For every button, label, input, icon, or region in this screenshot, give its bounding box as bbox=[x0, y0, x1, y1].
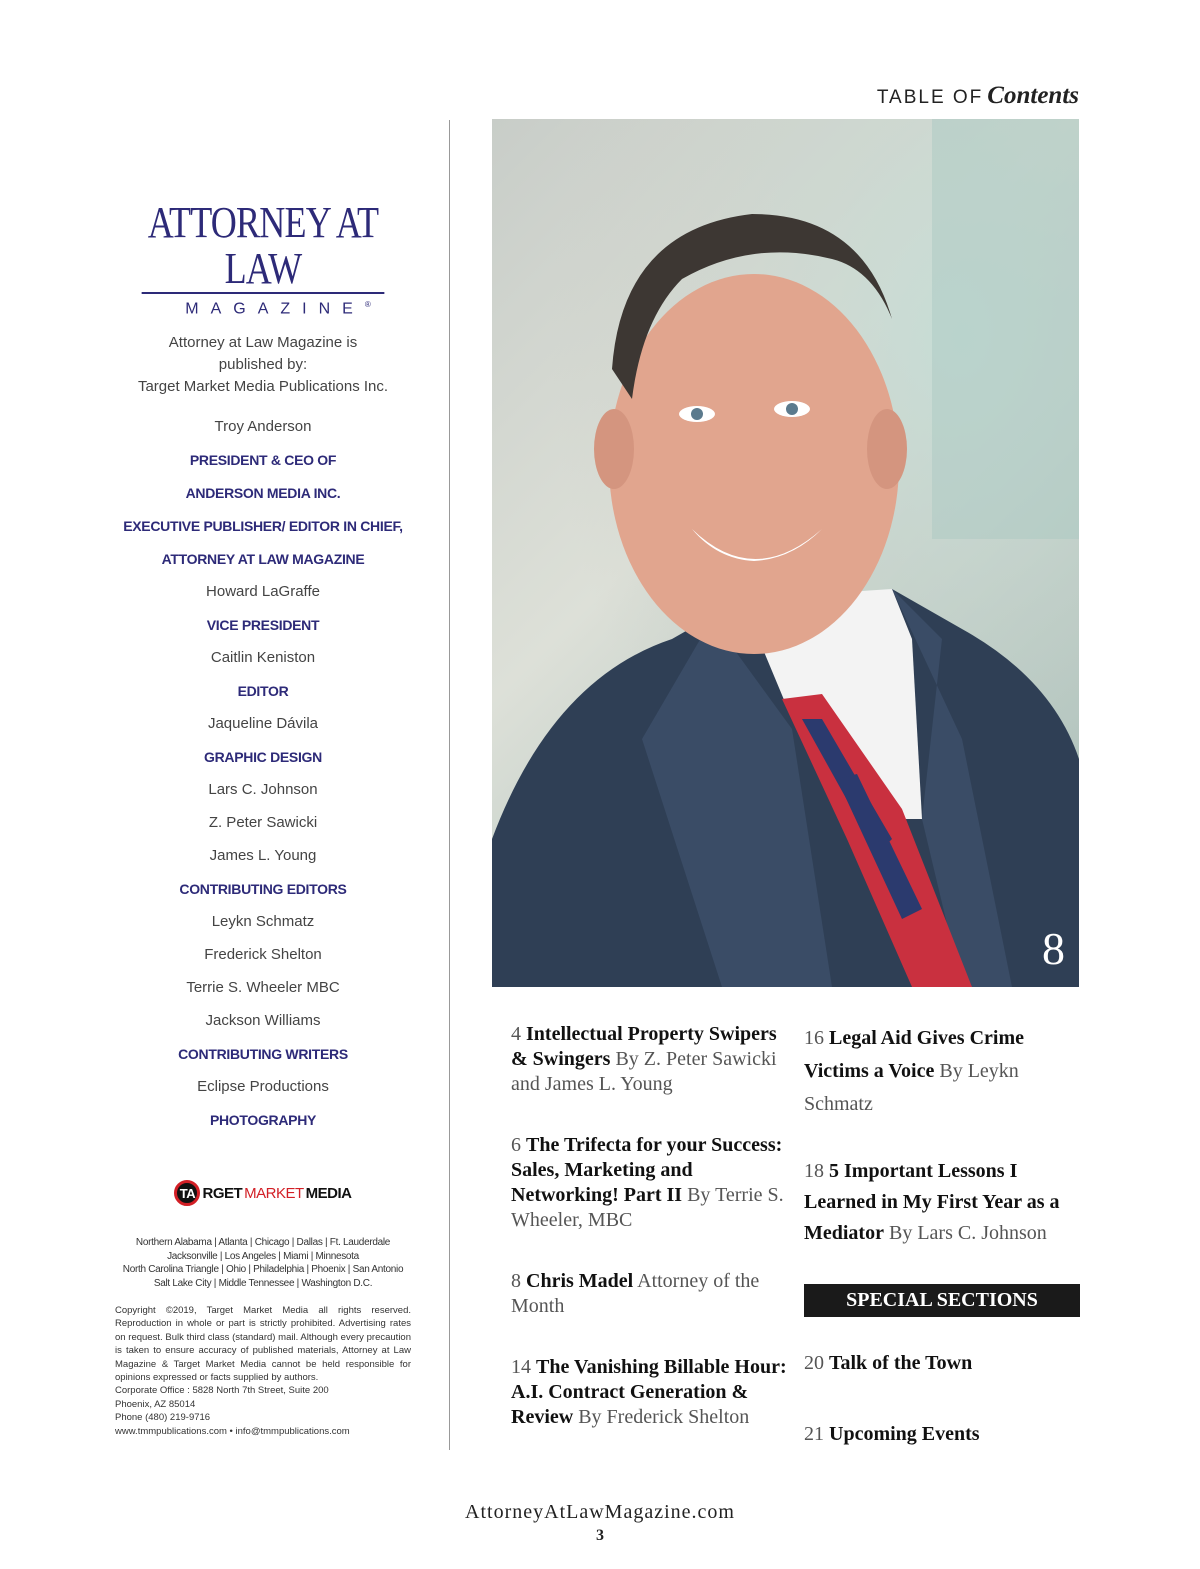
toc-entry[interactable] bbox=[804, 1022, 1080, 1156]
toc-column-right bbox=[804, 1022, 1080, 1447]
website-email: www.tmmpublications.com • info@tmmpublications.com bbox=[115, 1425, 350, 1437]
publisher-line: Attorney at Law Magazine is bbox=[168, 334, 358, 351]
toc-page-number: 14 bbox=[511, 1356, 531, 1378]
toc-column-left bbox=[511, 1022, 791, 1430]
toc-entry[interactable] bbox=[511, 1269, 791, 1355]
staff-name: Jackson Williams bbox=[205, 1012, 321, 1029]
staff-name: Z. Peter Sawicki bbox=[208, 814, 318, 831]
toc-entry[interactable] bbox=[511, 1133, 791, 1269]
staff-role: CONTRIBUTING EDITORS bbox=[179, 881, 347, 897]
footer-website[interactable]: AttorneyAtLawMagazine.com bbox=[465, 1501, 735, 1523]
toc-title: Intellectual Property Swipers & Swingers bbox=[511, 1023, 777, 1070]
footer-page-number: 3 bbox=[596, 1527, 604, 1544]
special-sections-banner: SPECIAL SECTIONS bbox=[804, 1284, 1080, 1317]
tmm-text: RGET bbox=[202, 1184, 243, 1202]
table-of-contents-heading bbox=[877, 82, 1079, 110]
toc-page-number: 4 bbox=[511, 1023, 521, 1045]
toc-byline: By Frederick Shelton bbox=[578, 1406, 750, 1428]
toc-page-number: 8 bbox=[511, 1270, 521, 1292]
toc-entry[interactable] bbox=[804, 1351, 1080, 1422]
staff-role: EDITOR bbox=[237, 683, 289, 699]
column-divider bbox=[449, 120, 450, 1450]
toc-entry[interactable] bbox=[511, 1355, 791, 1430]
staff-name: Jaqueline Dávila bbox=[207, 715, 319, 732]
toc-page-number: 21 bbox=[804, 1423, 824, 1445]
toc-title: The Vanishing Billable Hour: A.I. Contract Generation & Review bbox=[511, 1356, 787, 1428]
portrait-illustration bbox=[492, 119, 1079, 987]
staff-name: Terrie S. Wheeler MBC bbox=[186, 979, 340, 996]
toc-page-number: 16 bbox=[804, 1027, 824, 1049]
staff-name: Troy Anderson bbox=[214, 418, 312, 435]
target-market-media-logo bbox=[115, 1180, 411, 1206]
staff-role: EXECUTIVE PUBLISHER/ EDITOR IN CHIEF, bbox=[123, 518, 403, 534]
staff-role: PHOTOGRAPHY bbox=[209, 1112, 317, 1128]
magazine-logo bbox=[115, 200, 411, 318]
tmm-text: MEDIA bbox=[305, 1184, 352, 1202]
staff-name: Eclipse Productions bbox=[197, 1078, 329, 1095]
staff-name: James L. Young bbox=[209, 847, 317, 864]
toc-emphasis: Contents bbox=[987, 82, 1079, 109]
office-city: Phoenix, AZ 85014 bbox=[115, 1398, 196, 1410]
toc-byline: By Lars C. Johnson bbox=[888, 1222, 1047, 1244]
toc-title: 5 Important Lessons I Learned in My First Year as a Mediator bbox=[804, 1160, 1060, 1244]
toc-page-number: 20 bbox=[804, 1352, 824, 1374]
toc-byline: By Z. Peter Sawicki and James L. Young bbox=[511, 1048, 777, 1095]
city-line: Salt Lake City | Middle Tennessee | Washington D.C. bbox=[153, 1277, 373, 1289]
logo-title: ATTORNEY AT LAW bbox=[142, 200, 385, 294]
staff-name: Leykn Schmatz bbox=[211, 913, 315, 930]
toc-page-number: 6 bbox=[511, 1134, 521, 1156]
office-phone: Phone (480) 219-9716 bbox=[115, 1412, 211, 1424]
toc-prefix: TABLE OF bbox=[876, 87, 984, 108]
publisher-line: Target Market Media Publications Inc. bbox=[137, 378, 389, 395]
staff-role: VICE PRESIDENT bbox=[206, 617, 320, 633]
toc-entry[interactable] bbox=[511, 1022, 791, 1133]
cover-page-number: 8 bbox=[1042, 923, 1065, 974]
staff-role: ATTORNEY AT LAW MAGAZINE bbox=[161, 551, 365, 567]
toc-title: The Trifecta for your Success: Sales, Marketing and Networking! Part II bbox=[511, 1134, 783, 1206]
registered-mark: ® bbox=[364, 300, 371, 309]
copyright-body: Copyright ©2019, Target Market Media all rights reserved. Reproduction in whole or part is strictly prohibited. Advertising rates on request. Bulk third class (standard) mail. Although every precaution is taken to ensure accuracy of published materials, Attorney at Law Magazine & Target Market Media cannot be held responsible for opinions expressed or facts supplied by authors. bbox=[115, 1305, 411, 1384]
corporate-office: Corporate Office : 5828 North 7th Street, Suite 200 bbox=[115, 1385, 329, 1397]
toc-entry[interactable] bbox=[804, 1156, 1080, 1284]
toc-entry[interactable] bbox=[804, 1422, 1080, 1447]
toc-byline: By Terrie S. Wheeler, MBC bbox=[511, 1184, 784, 1231]
cover-portrait-photo bbox=[492, 119, 1079, 987]
staff-name: Lars C. Johnson bbox=[208, 781, 318, 798]
staff-role: ANDERSON MEDIA INC. bbox=[185, 485, 341, 501]
toc-byline: Attorney of the Month bbox=[511, 1270, 760, 1317]
staff-name: Caitlin Keniston bbox=[210, 649, 316, 666]
tmm-text: MARKET bbox=[244, 1184, 304, 1202]
staff-name: Frederick Shelton bbox=[204, 946, 322, 963]
city-line: Northern Alabama | Atlanta | Chicago | Dallas | Ft. Lauderdale bbox=[135, 1237, 391, 1248]
tmm-circle-mark: TA bbox=[174, 1180, 200, 1206]
masthead-sidebar bbox=[115, 120, 411, 1450]
publisher-line: published by: bbox=[218, 356, 308, 373]
logo-subtitle: MAGAZINE® bbox=[185, 300, 371, 318]
toc-title: Legal Aid Gives Crime Victims a Voice bbox=[804, 1027, 1024, 1082]
toc-page-number: 18 bbox=[804, 1160, 824, 1182]
toc-title: Upcoming Events bbox=[829, 1423, 980, 1445]
city-list bbox=[115, 1236, 411, 1290]
publisher-statement bbox=[115, 332, 411, 398]
staff-role: PRESIDENT & CEO OF bbox=[189, 452, 337, 468]
toc-title: Chris Madel bbox=[526, 1270, 634, 1292]
staff-role: CONTRIBUTING WRITERS bbox=[178, 1046, 348, 1062]
staff-role: GRAPHIC DESIGN bbox=[204, 749, 322, 765]
city-line: North Carolina Triangle | Ohio | Philadelphia | Phoenix | San Antonio bbox=[122, 1264, 404, 1275]
staff-list bbox=[115, 416, 411, 1142]
copyright-notice bbox=[115, 1304, 411, 1438]
toc-title: Talk of the Town bbox=[829, 1352, 973, 1374]
staff-name: Howard LaGraffe bbox=[206, 583, 320, 600]
toc-byline: By Leykn Schmatz bbox=[804, 1060, 1019, 1115]
city-line: Jacksonville | Los Angeles | Miami | Minnesota bbox=[167, 1250, 359, 1262]
